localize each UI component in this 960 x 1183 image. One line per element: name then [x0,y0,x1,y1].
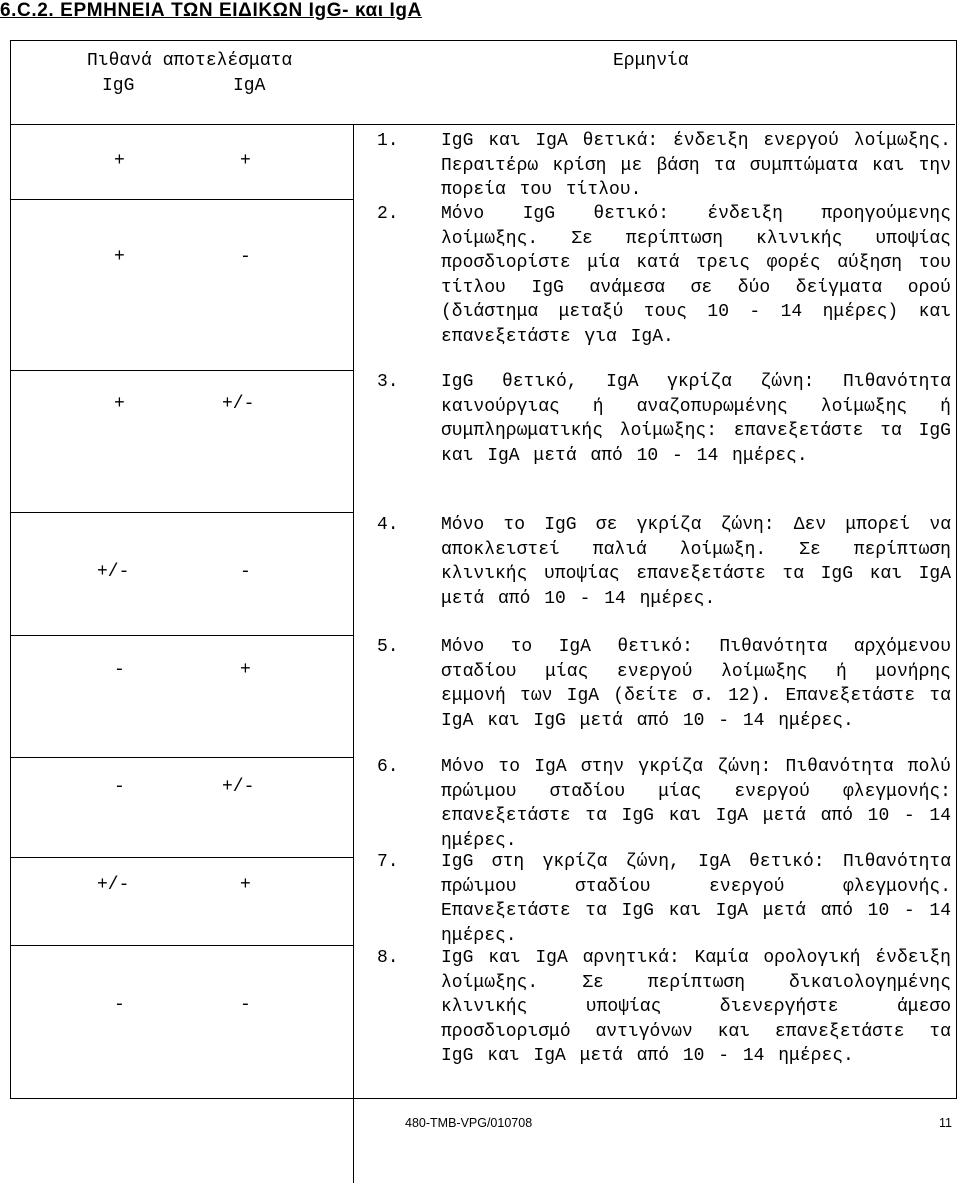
header-interpretation: Ερμηνία [613,51,689,71]
document-code: 480-TMB-VPG/010708 [405,1116,533,1130]
row-number: 1. [377,131,399,151]
row-interpretation: IgG και IgA θετικά: ένδειξη ενεργού λοίμωξης. Περαιτέρω κρίση με βάση τα συμπτώματα και την πορεία του τίτλου. [441,131,951,200]
result-igg: + [114,394,125,414]
row-number: 2. [377,204,399,224]
result-iga: + [240,875,251,895]
result-iga: - [240,247,251,267]
row-divider [11,512,353,513]
row-interpretation: IgG θετικό, IgA γκρίζα ζώνη: Πιθανότητα καινούργιας ή αναζοπυρωμένης λοίμωξης ή συμπληρωματικής λοίμωξης: επανεξετάστε τα IgG και IgA μετά από 10 - 14 ημέρες. [441,372,951,466]
result-igg: + [114,151,125,171]
result-iga: - [240,995,251,1015]
result-igg: +/- [97,562,130,582]
row-divider [11,199,353,200]
row-number: 7. [377,852,399,872]
row-interpretation: Μόνο το IgA θετικό: Πιθανότητα αρχόμενου σταδίου μίας ενεργού λοίμωξης ή μονήρης εμμονή των IgA (δείτε σ. 12). Επανεξετάστε τα IgA και IgG μετά από 10 - 14 ημέρες. [441,637,951,731]
row-interpretation: Μόνο IgG θετικό: ένδειξη προηγούμενης λοίμωξης. Σε περίπτωση κλινικής υποψίας προσδιορίστε μία κατά τρεις φορές αύξηση του τίτλου IgG ανάμεσα σε δύο δείγματα ορού (διάστημα μεταξύ τους 10 - 14 ημέρες) και επανεξετάστε για IgA. [441,204,951,347]
row-number: 3. [377,372,399,392]
result-iga: - [240,562,251,582]
header-possible-results: Πιθανά αποτελέσματα [87,51,293,71]
header-divider [11,124,955,125]
row-interpretation: IgG στη γκρίζα ζώνη, IgA θετικό: Πιθανότητα πρώιμου σταδίου ενεργού φλεγμονής. Επανεξετάστε τα IgG και IgA μετά από 10 - 14 ημέρες. [441,852,951,946]
row-interpretation: Μόνο το IgA στην γκρίζα ζώνη: Πιθανότητα πολύ πρώιμου σταδίου μίας ενεργού φλεγμονής: επανεξετάστε τα IgG και IgA μετά από 10 - 14 ημέρες. [441,757,951,851]
row-number: 8. [377,948,399,968]
row-divider [11,757,353,758]
result-iga: +/- [222,394,255,414]
result-iga: + [240,660,251,680]
header-igg: IgG [102,76,135,96]
row-number: 5. [377,637,399,657]
row-divider [11,370,353,371]
page-number: 11 [939,1116,952,1130]
row-divider [11,945,353,946]
result-iga: +/- [222,777,255,797]
result-igg: - [114,777,125,797]
result-iga: + [240,151,251,171]
row-interpretation: IgG και IgA αρνητικά: Καμία ορολογική ένδειξη λοίμωξης. Σε περίπτωση δικαιολογημένης κλινικής υποψίας διενεργήστε άμεσο προσδιορισμό αντιγόνων και επανεξετάστε τα IgG και IgA μετά από 10 - 14 ημέρες. [441,948,951,1066]
header-iga: IgA [233,76,266,96]
row-divider [11,857,353,858]
section-title: 6.C.2. ΕΡΜΗΝΕΙΑ ΤΩΝ ΕΙΔΙΚΩΝ IgG- και IgA [0,0,422,21]
column-divider [353,125,354,1183]
row-number: 6. [377,757,399,777]
row-divider [11,635,353,636]
result-igg: - [114,995,125,1015]
result-igg: + [114,247,125,267]
row-number: 4. [377,515,399,535]
result-igg: - [114,660,125,680]
row-interpretation: Μόνο το IgG σε γκρίζα ζώνη: Δεν μπορεί να αποκλειστεί παλιά λοίμωξη. Σε περίπτωση κλινικής υποψίας επανεξετάστε τα IgG και IgA μετά από 10 - 14 ημέρες. [441,515,951,609]
result-igg: +/- [97,875,130,895]
